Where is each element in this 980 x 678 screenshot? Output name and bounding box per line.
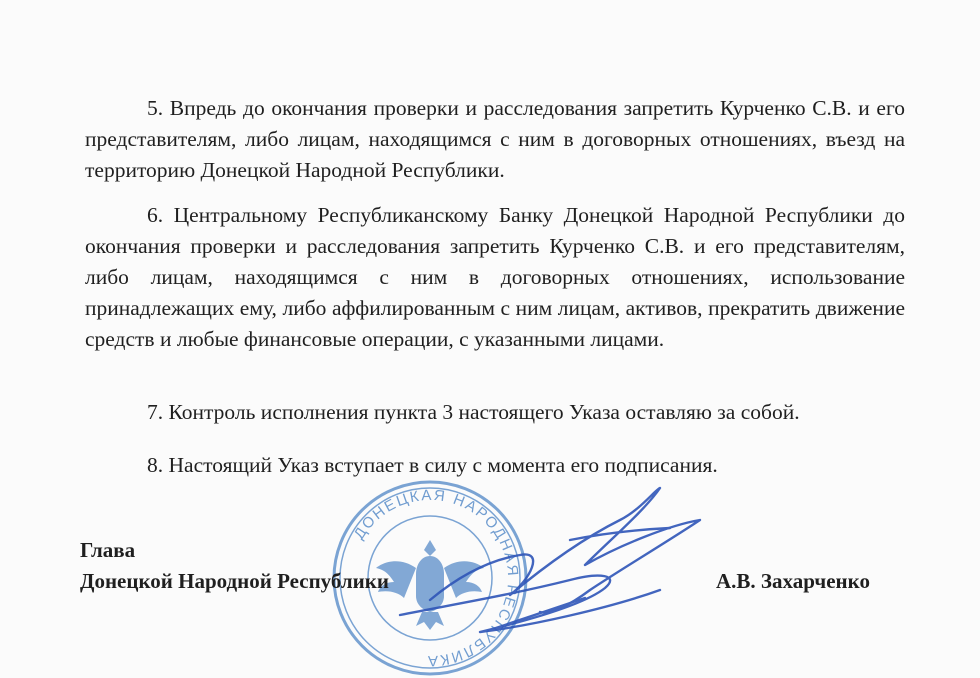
paragraph-6-text: Центральному Республиканскому Банку Донецкой Народной Республики до окончания проверки и расследования запретить Курченко С.В. и его представителям, либо лицам, находящимся с ним в договорных отношениях, использование принадлежащих ему, либо аффилированным с ним лицам, активов, прекратить движение средств и любые финансовые операции, с указанными лицами. [85, 203, 905, 351]
signatory-title-line1: Глава [80, 538, 136, 562]
paragraph-8-number: 8. [147, 453, 164, 477]
paragraph-6 [85, 200, 905, 355]
paragraph-5-text: Впредь до окончания проверки и расследования запретить Курченко С.В. и его представителям, либо лицам, находящимся с ним в договорных отношениях, въезд на территорию Донецкой Народной Республики. [85, 96, 906, 182]
paragraph-7-text: Контроль исполнения пункта 3 настоящего Указа оставляю за собой. [168, 400, 800, 424]
paragraph-7-number: 7. [147, 400, 164, 424]
signatory-title-line2: Донецкой Народной Республики [80, 569, 389, 593]
paragraph-8-text: Настоящий Указ вступает в силу с момента его подписания. [168, 453, 718, 477]
handwritten-signature [370, 480, 730, 650]
paragraph-7 [85, 397, 905, 428]
paragraph-5 [85, 93, 905, 186]
signatory-name: А.В. Захарченко [716, 569, 870, 593]
paragraph-5-number: 5. [147, 96, 164, 120]
paragraph-8 [85, 450, 905, 481]
paragraph-6-number: 6. [147, 203, 164, 227]
stamp-ring-text: ДОНЕЦКАЯ НАРОДНАЯ РЕСПУБЛИКА [350, 486, 522, 670]
